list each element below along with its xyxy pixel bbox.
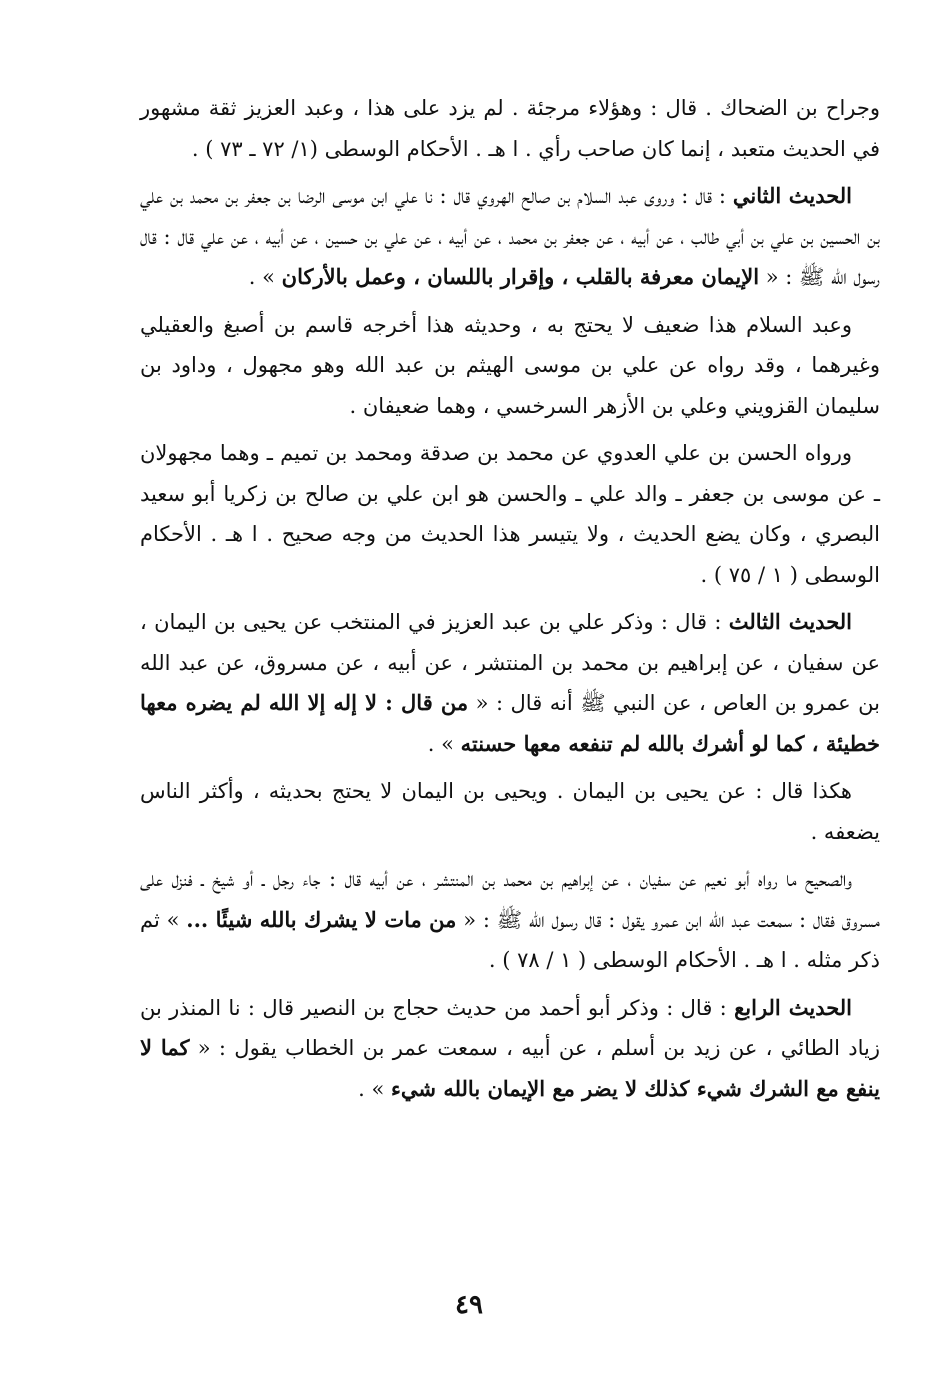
text-run: وعبد السلام هذا ضعيف لا يحتج به ، وحديثه هذا أخرجه قاسم بن أصبغ والعقيلي وغيرهما ، وقد رواه عن علي بن موسى الهيثم بن عبد الله وهو مجهول ، وداود بن سليمان القزويني وعلي بن الأزهر السرخسي ، وهما ضعيفان .	[140, 312, 880, 418]
paragraph	[140, 176, 880, 298]
paragraph	[140, 433, 880, 595]
bold-text: من قال : لا إله إلا الله لم يضره معها خطيئة ، كما لو أشرك بالله لم تنفعه معها حسنته	[140, 690, 880, 756]
text-run: » .	[427, 731, 461, 756]
bold-text: الحديث الثالث	[728, 609, 852, 634]
paragraph	[140, 771, 880, 852]
text-run: هكذا قال : عن يحيى بن اليمان . ويحيى بن اليمان لا يحتج بحديثه ، وأكثر الناس يضعفه .	[140, 779, 880, 844]
paragraph	[140, 88, 880, 169]
text-run: : قال : وذكر علي بن عبد العزيز في المنتخب عن يحيى بن اليمان ، عن سفيان ، عن إبراهيم بن محمد بن المنتشر ، عن أبيه ، عن مسروق، عن عبد الله بن عمرو بن العاص ، عن النبي ﷺ أنه قال : «	[140, 610, 880, 715]
text-run: والصحيح ما رواه أبو نعيم عن سفيان ، عن إبراهيم بن محمد بن المنتشر ، عن أبيه قال : جاء رجل ـ أو شيخ ـ فنزل على مسروق فقال : سمعت عبد الله ابن عمرو يقول : قال رسول الله ﷺ : «	[140, 867, 880, 932]
text-run: ورواه الحسن بن علي العدوي عن محمد بن صدقة ومحمد بن تميم ـ وهما مجهولان ـ عن موسى بن جعفر ـ والد علي ـ والحسن هو ابن علي بن صالح بن زكريا أبو سعيد البصري ، وكان يضع الحديث ، ولا يتيسر هذا الحديث من وجه صحيح . ا هـ . الأحكام الوسطى ( ١ / ٧٥ ) .	[140, 441, 880, 587]
text-run: : قال : وروى عبد السلام بن صالح الهروي قال : نا علي ابن موسى الرضا بن جعفر بن محمد بن علي بن الحسين بن علي بن أبي طالب ، عن أبيه ، عن جعفر بن محمد ، عن أبيه ، عن علي بن حسين ، عن أبيه ، عن علي قال : قال رسول الله ﷺ : «	[140, 184, 880, 289]
page-number: ٤٩	[455, 1290, 483, 1320]
text-run: » .	[358, 1076, 392, 1101]
bold-text: الحديث الرابع	[734, 994, 853, 1020]
paragraph	[140, 305, 880, 427]
paragraph	[140, 988, 880, 1110]
paragraph	[140, 859, 880, 981]
text-run: : قال : وذكر أبو أحمد من حديث حجاج بن النصير قال : نا المنذر بن زياد الطائي ، عن زيد بن أسلم ، عن أبيه ، سمعت عمر بن الخطاب يقول : «	[140, 995, 880, 1060]
text-run: » .	[248, 265, 282, 289]
page-body-text	[140, 88, 880, 1116]
bold-text: الحديث الثاني	[732, 183, 853, 208]
bold-text: من مات لا يشرك بالله شيئًا ...	[186, 906, 457, 932]
paragraph	[140, 602, 880, 764]
text-run: وجراح بن الضحاك . قال : وهؤلاء مرجئة . لم يزد على هذا ، وعبد العزيز ثقة مشهور في الحديث متعبد ، إنما كان صاحب رأي . ا هـ . الأحكام الوسطى (١/ ٧٢ ـ ٧٣ ) .	[140, 96, 880, 161]
bold-text: الإيمان معرفة بالقلب ، وإقرار باللسان ، وعمل بالأركان	[281, 264, 760, 289]
text-run: » ثم ذكر مثله . ا هـ . الأحكام الوسطى ( ١ / ٧٨ ) .	[140, 907, 880, 972]
bold-text: كما لا ينفع مع الشرك شيء كذلك لا يضر مع الإيمان بالله شيء	[140, 1035, 880, 1101]
